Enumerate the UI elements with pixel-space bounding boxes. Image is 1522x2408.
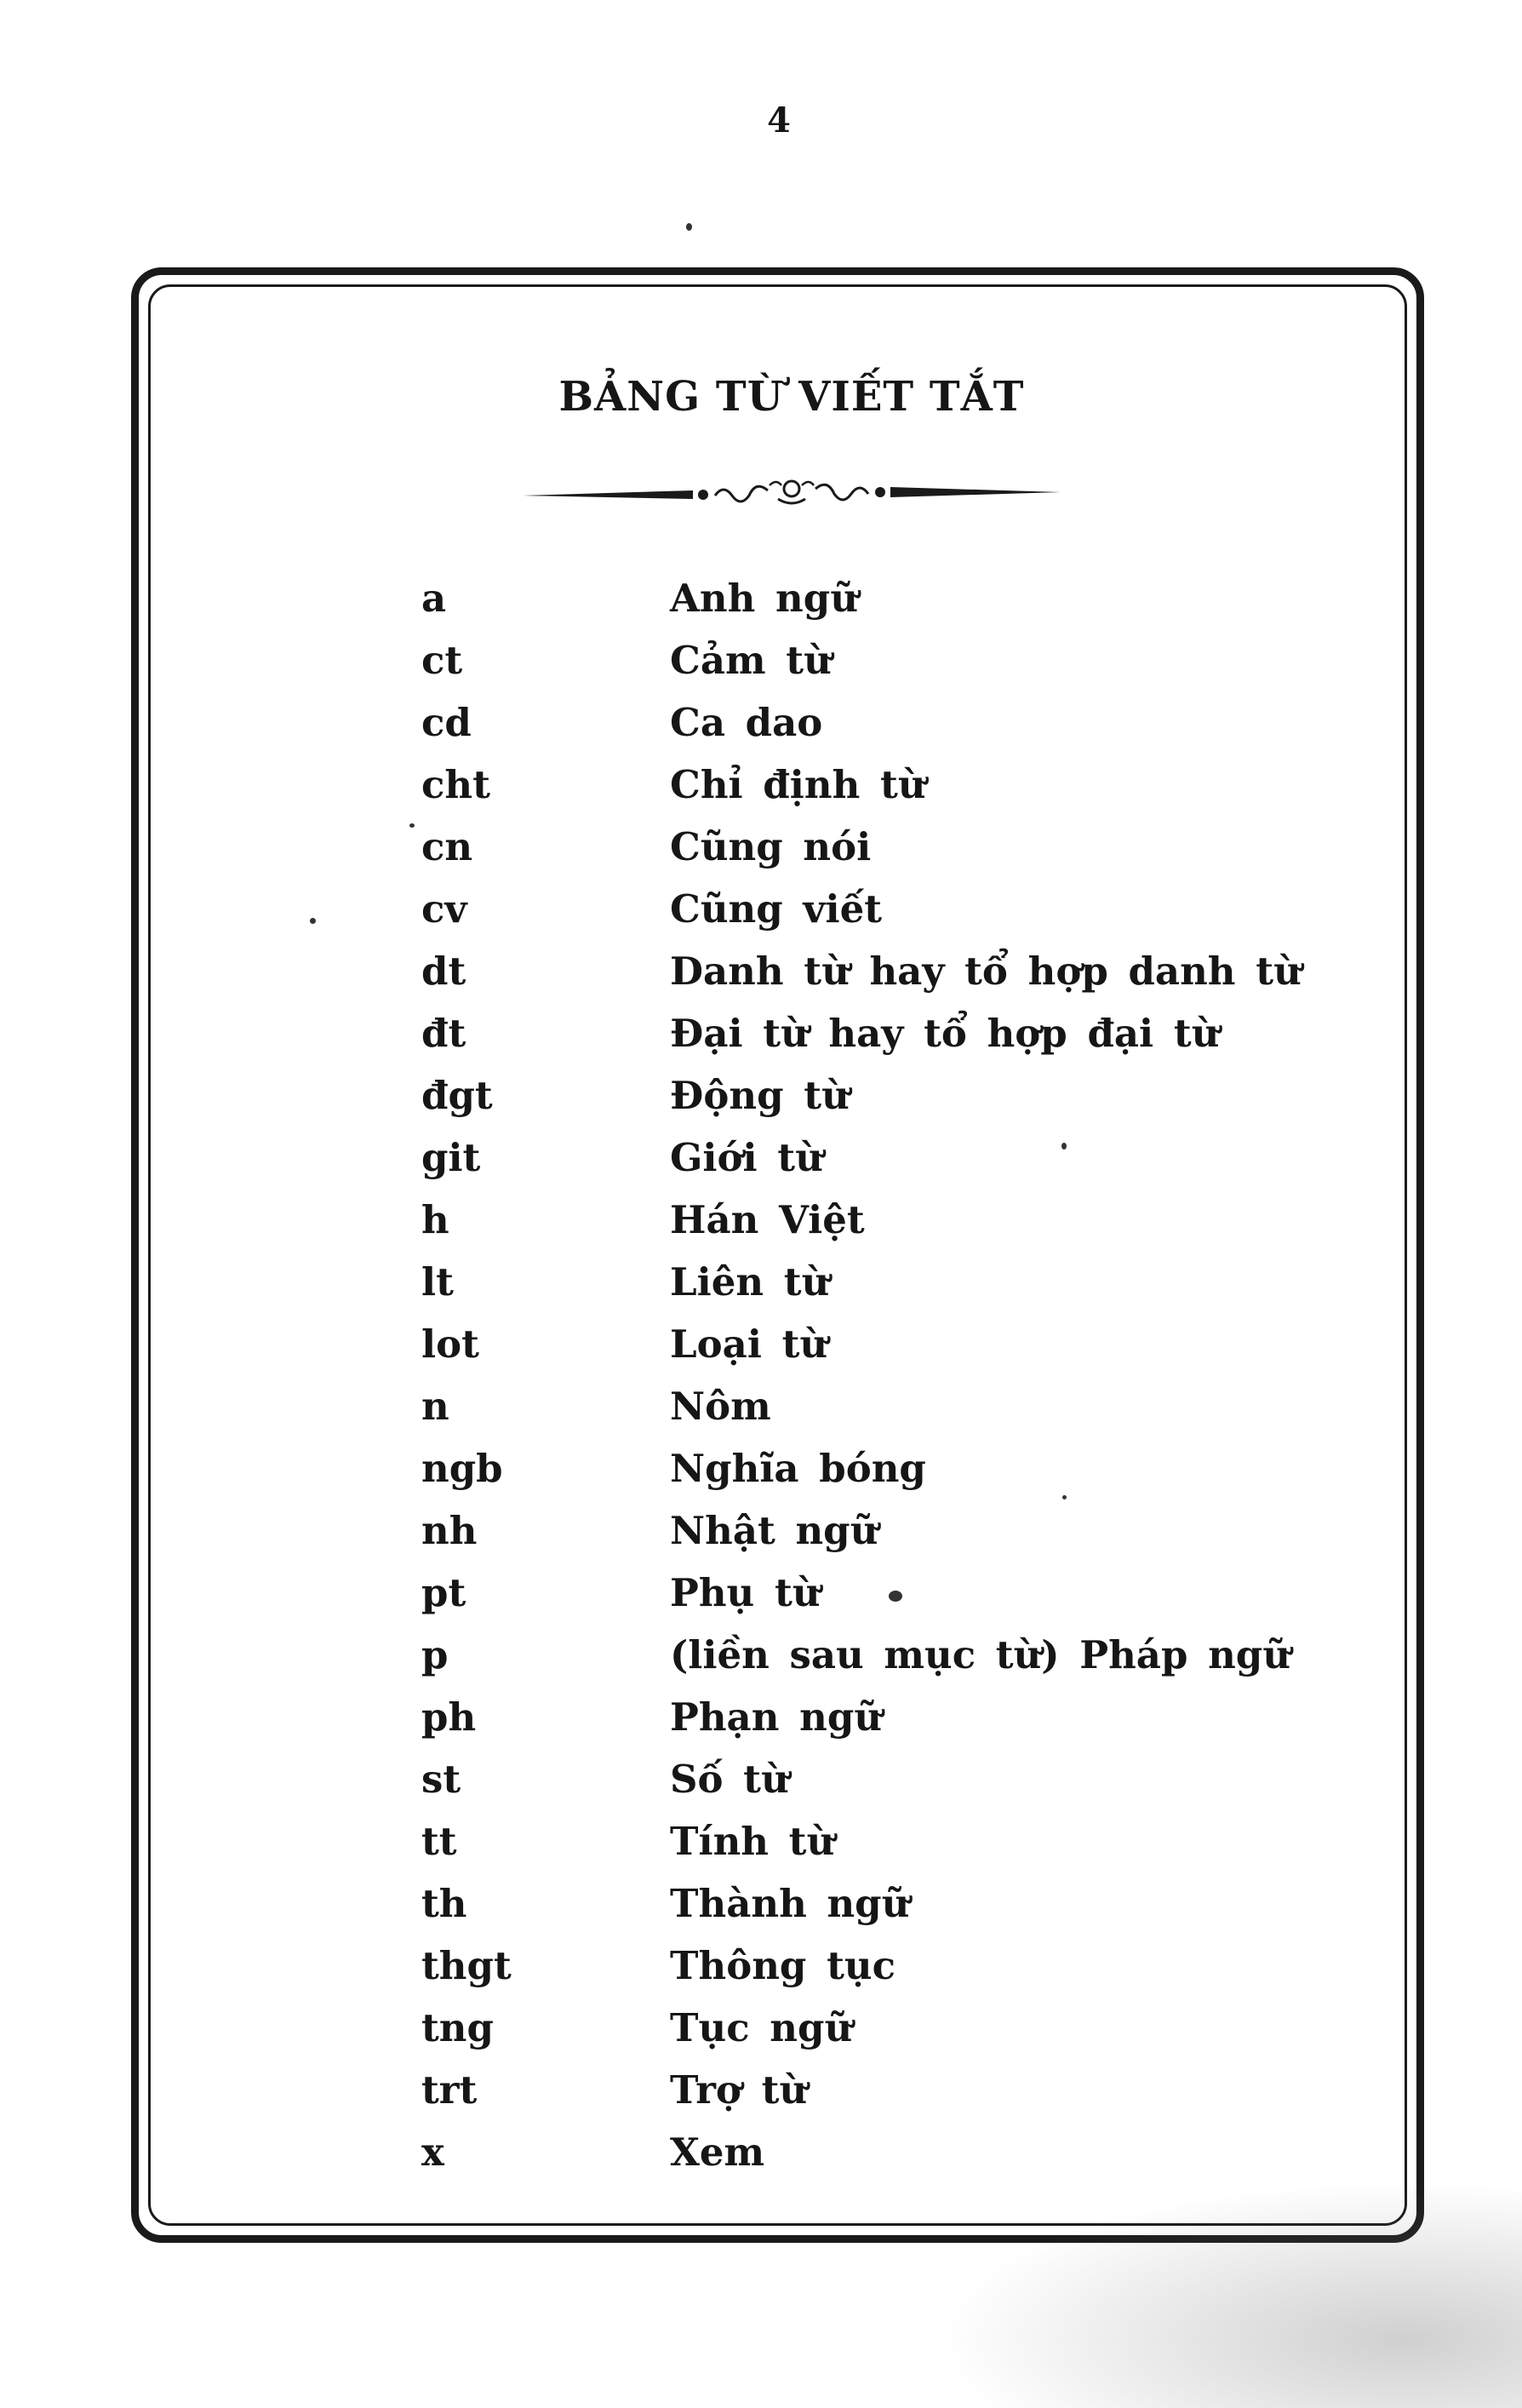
abbreviation-meaning: Giới từ	[670, 1135, 823, 1180]
list-item	[421, 1997, 1302, 2059]
abbreviation-meaning: Nghĩa bóng	[670, 1446, 926, 1491]
page-number: 4	[767, 100, 791, 140]
list-item	[421, 940, 1302, 1002]
list-item	[421, 1189, 1302, 1251]
abbreviation-meaning: Tục ngữ	[670, 2005, 853, 2050]
abbreviation-meaning: Phụ từ	[670, 1570, 821, 1615]
scan-speck	[310, 918, 316, 924]
abbreviation-term: nh	[421, 1508, 478, 1553]
abbreviation-term: ph	[421, 1694, 477, 1740]
abbreviation-term: h	[421, 1197, 449, 1242]
abbreviation-meaning: Trợ từ	[670, 2067, 808, 2113]
abbreviation-meaning: Nôm	[670, 1384, 771, 1429]
list-item	[421, 1002, 1302, 1064]
list-item	[421, 878, 1302, 940]
list-item	[421, 1375, 1302, 1437]
abbreviation-term: n	[421, 1384, 449, 1429]
scan-speck	[409, 823, 415, 828]
abbreviation-list	[421, 567, 1302, 2183]
list-item	[421, 1686, 1302, 1748]
list-item	[421, 1562, 1302, 1624]
abbreviation-term: cd	[421, 700, 472, 745]
scan-shadow	[936, 2180, 1522, 2408]
abbreviation-meaning: Anh ngữ	[670, 576, 858, 621]
abbreviation-meaning: Loại từ	[670, 1322, 828, 1367]
abbreviation-term: đt	[421, 1011, 466, 1056]
list-item	[421, 1499, 1302, 1562]
abbreviation-term: cn	[421, 824, 473, 869]
list-item	[421, 1935, 1302, 1997]
list-item	[421, 1748, 1302, 1810]
list-item	[421, 1313, 1302, 1375]
abbreviation-term: git	[421, 1135, 481, 1180]
abbreviation-term: cv	[421, 886, 467, 932]
list-item	[421, 2121, 1302, 2183]
abbreviation-term: p	[421, 1632, 449, 1677]
abbreviation-term: pt	[421, 1570, 466, 1615]
list-item	[421, 1437, 1302, 1499]
abbreviation-meaning: Cũng nói	[670, 824, 872, 869]
list-item	[421, 1127, 1302, 1189]
abbreviation-term: đgt	[421, 1073, 493, 1118]
list-item	[421, 567, 1302, 629]
abbreviation-term: ct	[421, 638, 463, 683]
list-item	[421, 816, 1302, 878]
abbreviation-meaning: Danh từ hay tổ hợp danh từ	[670, 949, 1302, 994]
ornament-divider-icon	[523, 470, 1061, 518]
list-item	[421, 1810, 1302, 1872]
abbreviation-meaning: (liền sau mục từ) Pháp ngữ	[670, 1632, 1290, 1677]
list-item	[421, 2059, 1302, 2121]
abbreviation-term: thgt	[421, 1943, 512, 1988]
abbreviation-meaning: Hán Việt	[670, 1197, 865, 1242]
abbreviation-meaning: Tính từ	[670, 1819, 835, 1864]
abbreviation-term: trt	[421, 2067, 478, 2113]
abbreviation-term: lt	[421, 1259, 454, 1304]
abbreviation-meaning: Số từ	[670, 1757, 789, 1802]
list-item	[421, 1064, 1302, 1127]
abbreviation-term: x	[421, 2130, 444, 2175]
list-item	[421, 1624, 1302, 1686]
abbreviation-term: tt	[421, 1819, 457, 1864]
abbreviation-term: a	[421, 576, 447, 621]
scan-speck	[1062, 1495, 1067, 1499]
abbreviation-meaning: Ca dao	[670, 700, 823, 745]
abbreviation-term: cht	[421, 762, 490, 807]
abbreviation-term: tng	[421, 2005, 494, 2050]
abbreviation-term: ngb	[421, 1446, 503, 1491]
scan-speck	[1061, 1143, 1067, 1150]
abbreviation-meaning: Phạn ngữ	[670, 1694, 882, 1740]
list-item	[421, 1872, 1302, 1935]
abbreviation-meaning: Liên từ	[670, 1259, 830, 1304]
abbreviation-term: th	[421, 1881, 467, 1926]
scan-speck	[889, 1591, 902, 1602]
abbreviation-meaning: Thông tục	[670, 1943, 895, 1988]
list-item	[421, 629, 1302, 691]
abbreviation-meaning: Xem	[670, 2130, 765, 2175]
abbreviation-meaning: Động từ	[670, 1073, 850, 1118]
abbreviation-meaning: Chỉ định từ	[670, 762, 926, 807]
abbreviation-meaning: Thành ngữ	[670, 1881, 910, 1926]
list-item	[421, 691, 1302, 754]
abbreviation-meaning: Nhật ngữ	[670, 1508, 878, 1553]
abbreviation-meaning: Cảm từ	[670, 638, 832, 683]
list-item	[421, 1251, 1302, 1313]
abbreviation-meaning: Cũng viết	[670, 886, 883, 932]
abbreviation-term: dt	[421, 949, 466, 994]
list-item	[421, 754, 1302, 816]
abbreviation-term: lot	[421, 1322, 479, 1367]
scan-speck	[686, 223, 692, 231]
page-title: BẢNG TỪ VIẾT TẮT	[558, 373, 1025, 421]
abbreviation-meaning: Đại từ hay tổ hợp đại từ	[670, 1011, 1220, 1056]
abbreviation-term: st	[421, 1757, 461, 1802]
